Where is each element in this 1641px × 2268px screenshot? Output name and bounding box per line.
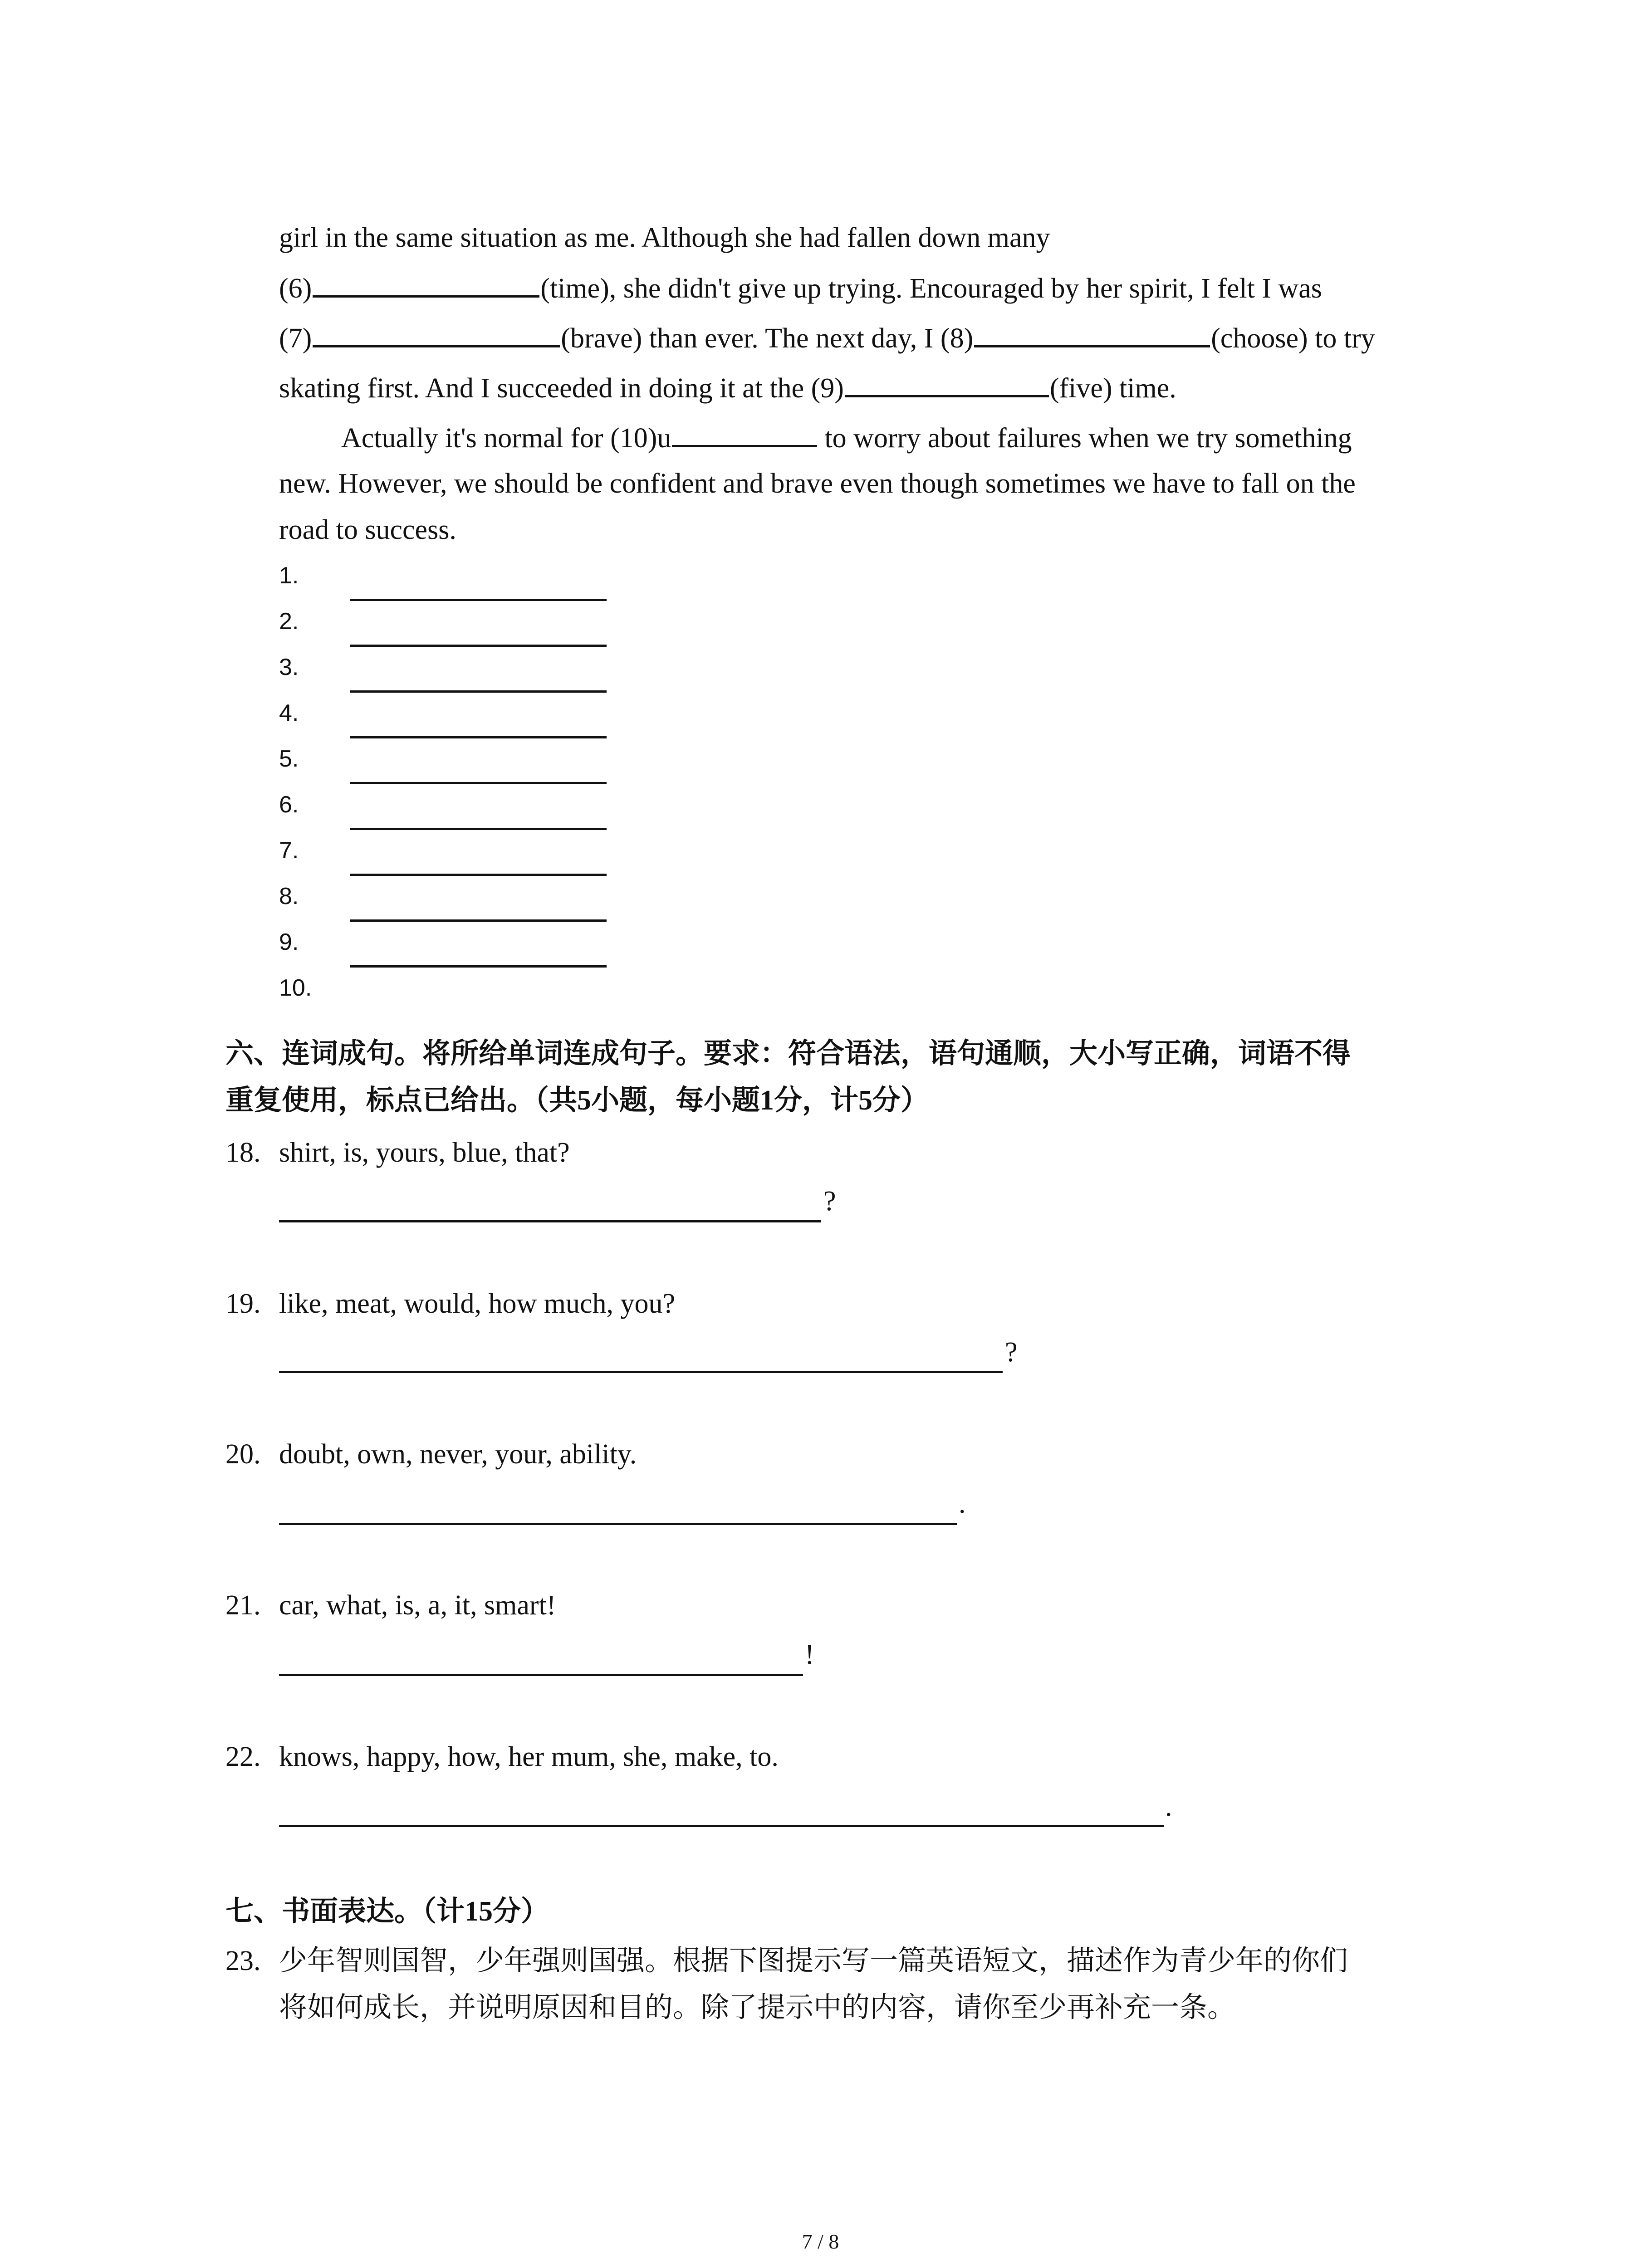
question-number: 21. bbox=[225, 1590, 261, 1621]
passage-line-1 bbox=[279, 224, 1050, 252]
passage-text: (choose) to try bbox=[1211, 323, 1375, 354]
end-punctuation: ! bbox=[805, 1639, 814, 1670]
question-words: like, meat, would, how much, you? bbox=[279, 1288, 675, 1319]
answer-number: 2. bbox=[279, 608, 299, 635]
passage-line-4 bbox=[279, 373, 1176, 402]
blank-7[interactable] bbox=[313, 323, 560, 347]
end-punctuation: ? bbox=[823, 1186, 836, 1217]
blank-8[interactable] bbox=[974, 323, 1210, 347]
question-words: shirt, is, yours, blue, that? bbox=[279, 1137, 570, 1168]
question-text: 少年智则国智，少年强则国强。根据下图提示写一篇英语短文，描述作为青少年的你们 bbox=[279, 1945, 1348, 1976]
answer-number: 6. bbox=[279, 792, 299, 818]
answer-line[interactable] bbox=[350, 965, 607, 968]
question-words: car, what, is, a, it, smart! bbox=[279, 1590, 556, 1621]
question-number: 22. bbox=[225, 1741, 261, 1772]
answer-line-18[interactable] bbox=[279, 1220, 821, 1222]
passage-line-2 bbox=[279, 274, 1322, 303]
answer-line[interactable] bbox=[350, 874, 607, 876]
passage-text: (five) time. bbox=[1049, 373, 1176, 404]
answer-number: 7. bbox=[279, 837, 299, 864]
question-words: doubt, own, never, your, ability. bbox=[279, 1439, 637, 1470]
passage-text: (time), she didn't give up trying. Encouraged by her spirit, I felt I was bbox=[540, 273, 1322, 304]
answer-line-19[interactable] bbox=[279, 1371, 1003, 1373]
passage-text: new. However, we should be confident and brave even though sometimes we have to fall on the bbox=[279, 468, 1356, 499]
blank-10[interactable] bbox=[672, 423, 817, 447]
answer-line[interactable] bbox=[350, 645, 607, 647]
blank-9[interactable] bbox=[845, 373, 1049, 397]
question-words: knows, happy, how, her mum, she, make, to. bbox=[279, 1741, 779, 1772]
answer-line[interactable] bbox=[350, 599, 607, 601]
answer-number: 1. bbox=[279, 562, 299, 589]
answer-number: 5. bbox=[279, 746, 299, 772]
answer-number: 3. bbox=[279, 654, 299, 680]
question-20 bbox=[225, 1440, 637, 1468]
blank-label-7: (7) bbox=[279, 323, 312, 354]
section-6-heading-line-1: 六、连词成句。将所给单词连成句子。要求：符合语法，语句通顺，大小写正确，词语不得 bbox=[225, 1038, 1351, 1069]
end-punctuation: . bbox=[959, 1488, 966, 1519]
question-22 bbox=[225, 1743, 779, 1771]
answer-line-20[interactable] bbox=[279, 1523, 957, 1525]
end-punctuation: . bbox=[1165, 1791, 1172, 1822]
passage-text: to worry about failures when we try something bbox=[824, 423, 1352, 454]
passage-text: (brave) than ever. The next day, I (8) bbox=[561, 323, 974, 354]
section-6-heading-line-2: 重复使用，标点已给出。（共5小题，每小题1分，计5分） bbox=[225, 1085, 929, 1116]
passage-text: girl in the same situation as me. Although she had fallen down many bbox=[279, 222, 1050, 253]
section-7-heading: 七、书面表达。（计15分） bbox=[225, 1896, 549, 1927]
question-number: 20. bbox=[225, 1439, 261, 1470]
blank-6[interactable] bbox=[313, 274, 539, 298]
question-18 bbox=[225, 1139, 570, 1167]
passage-line-5 bbox=[341, 423, 1352, 452]
answer-number: 8. bbox=[279, 883, 299, 909]
end-punctuation: ? bbox=[1005, 1337, 1018, 1368]
question-number: 23. bbox=[225, 1945, 261, 1976]
passage-text: road to success. bbox=[279, 514, 456, 545]
answer-line[interactable] bbox=[350, 782, 607, 784]
blank-label-6: (6) bbox=[279, 273, 312, 304]
passage-line-6 bbox=[279, 469, 1356, 498]
question-19 bbox=[225, 1290, 675, 1318]
answer-line[interactable] bbox=[350, 736, 607, 738]
answer-number: 9. bbox=[279, 929, 299, 955]
passage-line-7 bbox=[279, 516, 456, 544]
answer-line[interactable] bbox=[350, 828, 607, 830]
answer-line[interactable] bbox=[350, 690, 607, 693]
answer-number: 10. bbox=[279, 975, 312, 1001]
answer-line-21[interactable] bbox=[279, 1674, 803, 1676]
passage-text: Actually it's normal for (10)u bbox=[341, 423, 671, 454]
passage-text: skating first. And I succeeded in doing it at the (9) bbox=[279, 373, 844, 404]
answer-line-22[interactable] bbox=[279, 1825, 1164, 1827]
question-23-line-1 bbox=[225, 1947, 1348, 1975]
answer-number: 4. bbox=[279, 700, 299, 726]
question-21 bbox=[225, 1591, 556, 1619]
passage-line-3 bbox=[279, 323, 1375, 352]
question-number: 18. bbox=[225, 1137, 261, 1168]
question-23-line-2: 将如何成长，并说明原因和目的。除了提示中的内容，请你至少再补充一条。 bbox=[279, 1992, 1236, 2023]
page-number: 7 / 8 bbox=[802, 2230, 839, 2253]
question-number: 19. bbox=[225, 1288, 261, 1319]
answer-line[interactable] bbox=[350, 919, 607, 922]
